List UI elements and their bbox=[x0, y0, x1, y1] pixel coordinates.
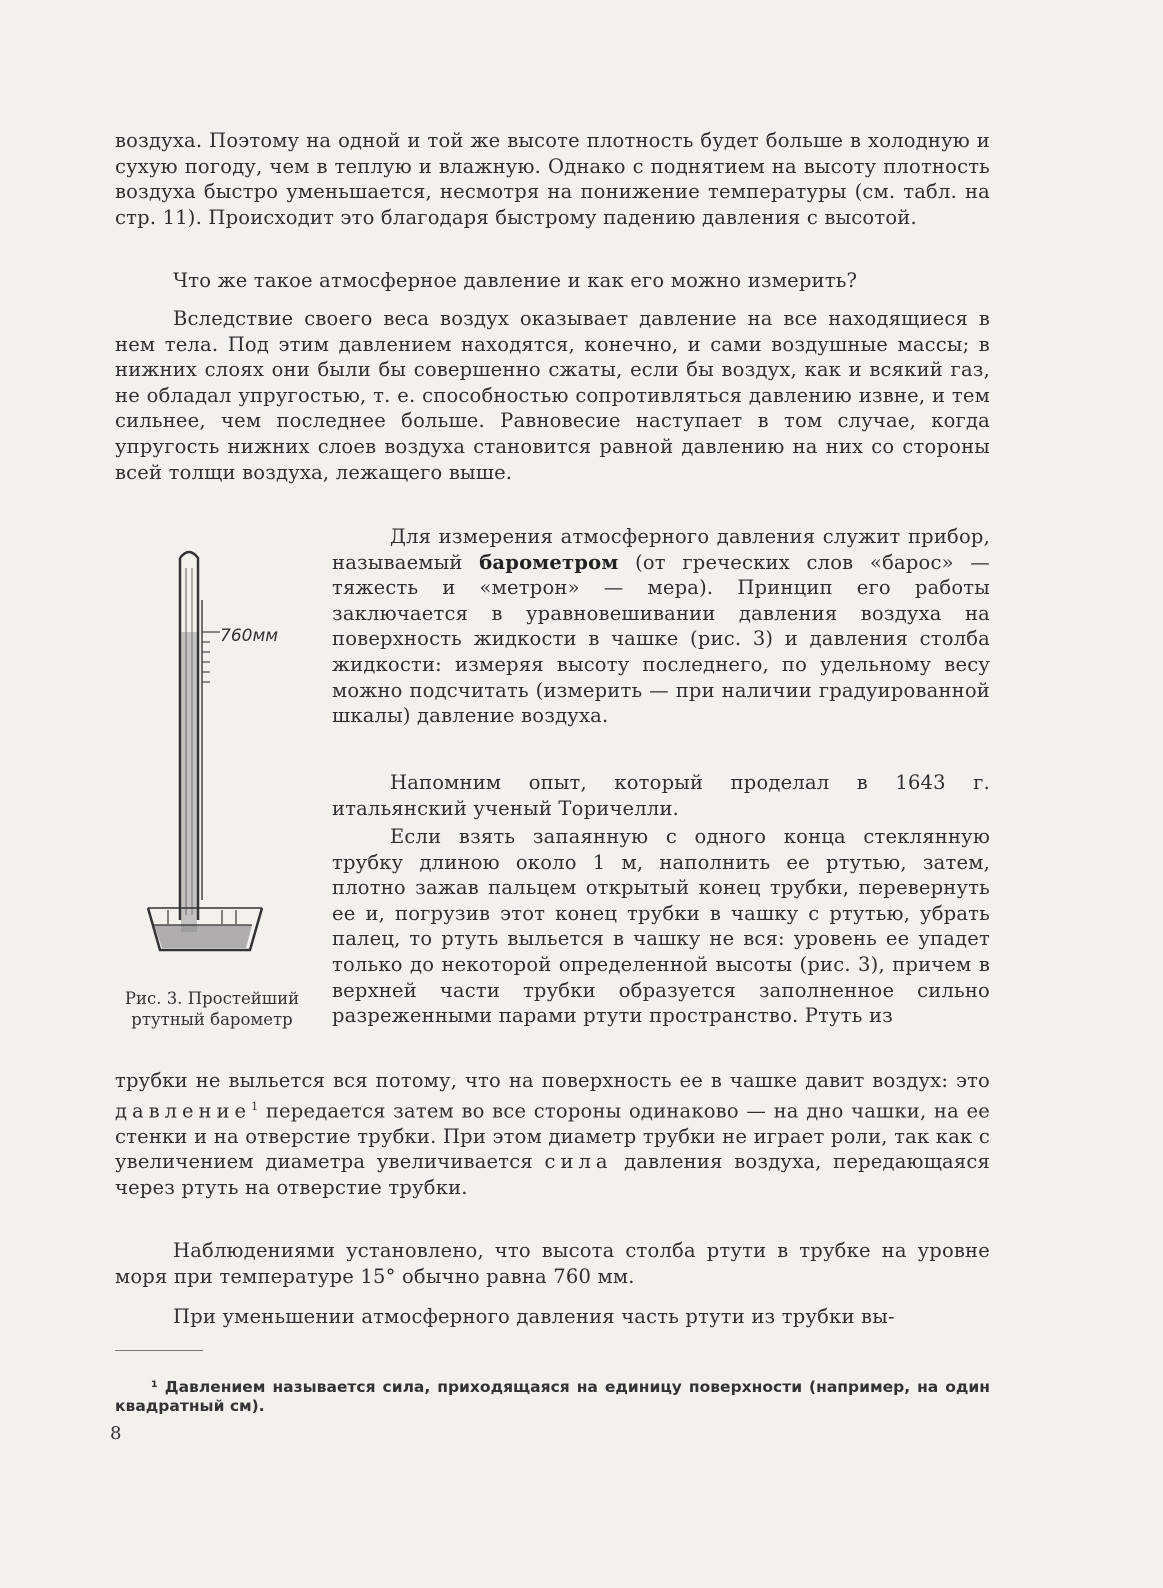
paragraph-7-part-b: передается затем во все стороны одинаково — на дно чашки, на ее стенки и на отверстие трубки. При этом диаметр трубки не играет роли, так как с увеличением диаметра увеличивается bbox=[115, 1099, 990, 1174]
pressure-arrows bbox=[168, 910, 236, 924]
paragraph-3: Вследствие своего веса воздух оказывает давление на все находящиеся в нем тела. Под этим давлением находятся, конечно, и сами воздушные массы; в нижних слоях они были бы совершенно сжаты, если бы воздух, как и всякий газ, не обладал упругостью, т. е. способностью сопротивляться давлению извне, и тем сильнее, чем последнее больше. Равновесие наступает в том случае, когда упругость нижних слоев воздуха становится равной давлению на них со стороны всей толщи воздуха, лежащего выше. bbox=[115, 307, 990, 484]
paragraph-4-part-a: Для измерения атмосферного давления служит прибор, называемый bbox=[332, 525, 990, 574]
spaced-word-force: сила bbox=[544, 1150, 613, 1174]
footnote-divider bbox=[115, 1350, 203, 1351]
paragraph-4 bbox=[332, 524, 990, 729]
footnote-ref: 1 bbox=[251, 1099, 259, 1113]
caption-line-2: ртутный барометр bbox=[131, 1010, 293, 1029]
paragraph-1: воздуха. Поэтому на одной и той же высоте плотность будет больше в холодную и сухую погоду, чем в теплую и влажную. Однако с поднятием на высоту плотность воздуха быстро уменьшается, несмотря на понижение температуры (см. табл. на стр. 11). Происходит это благодаря быстрому падению давления с высотой. bbox=[115, 129, 990, 229]
caption-line-1: Рис. 3. Простейший bbox=[124, 989, 300, 1008]
paragraph-9: При уменьшении атмосферного давления часть ртути из трубки вы- bbox=[173, 1305, 895, 1328]
mercury-in-dish bbox=[154, 925, 252, 948]
height-label: 760мм bbox=[220, 626, 279, 646]
figure-caption bbox=[102, 988, 322, 1030]
footnote: ¹ Давлением называется сила, приходящаяся на единицу поверхности (например, на один квадратный см). bbox=[115, 1378, 990, 1415]
barometer-figure bbox=[140, 540, 315, 1000]
barometer-term: барометром bbox=[479, 550, 619, 574]
mercury-column bbox=[181, 632, 197, 932]
page-number: 8 bbox=[110, 1423, 122, 1444]
paragraph-2: Что же такое атмосферное давление и как его можно измерить? bbox=[173, 269, 858, 292]
paragraph-8: Наблюдениями установлено, что высота столба ртути в трубке на уровне моря при температуре 15° обычно равна 760 мм. bbox=[115, 1239, 990, 1288]
spaced-word-pressure: давление bbox=[115, 1099, 252, 1123]
paragraph-7-part-c: давления воздуха, передающаяся через ртуть на отверстие трубки. bbox=[115, 1150, 990, 1199]
paragraph-7 bbox=[115, 1068, 990, 1200]
scale-ticks bbox=[202, 632, 220, 682]
paragraph-6: Если взять запаянную с одного конца стеклянную трубку длиною около 1 м, наполнить ее ртутью, затем, плотно зажав пальцем открытый конец трубки, перевернуть ее и, погрузив этот конец трубки в чашку с ртутью, убрать палец, то ртуть выльется в чашку не вся: уровень ее упадет только до некоторой определенной высоты (рис. 3), причем в верхней части трубки образуется заполненное сильно разреженными парами ртути пространство. Ртуть из bbox=[332, 825, 990, 1028]
barometer-drawing bbox=[140, 540, 315, 1000]
paragraph-5: Напомним опыт, который проделал в 1643 г. итальянский ученый Торичелли. bbox=[332, 771, 990, 820]
paragraph-7-part-a: трубки не выльется вся потому, что на поверхность ее в чашке давит воздух: это bbox=[115, 1069, 990, 1092]
paragraph-4-part-b: (от греческих слов «барос» — тяжесть и «метрон» — мера). Принцип его работы заключается в уравновешивании давления воздуха на поверхность жидкости в чашке (рис. 3) и давления столба жидкости: измеряя высоту последнего, по удельному весу можно подсчитать (измерить — при наличии градуированной шкалы) давление воздуха. bbox=[332, 550, 990, 728]
